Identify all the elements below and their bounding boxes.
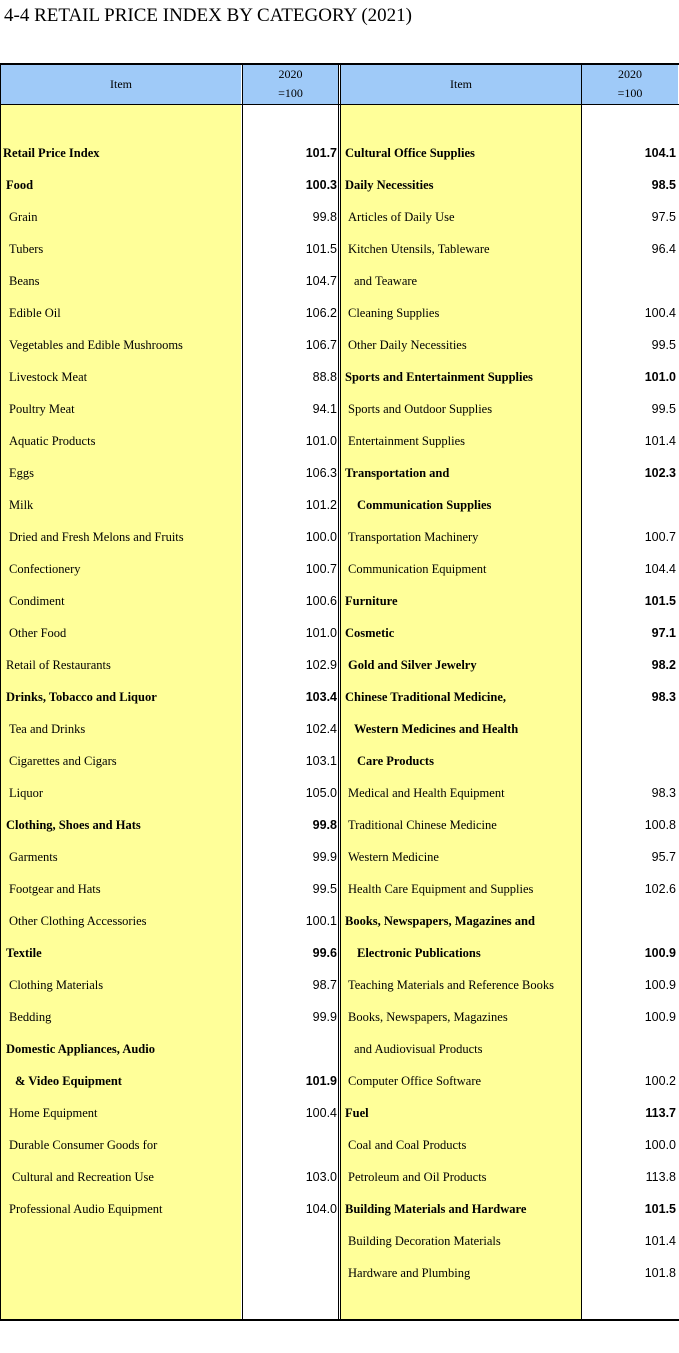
row-label: Communication Equipment [348, 562, 487, 576]
table-row [0, 1097, 679, 1129]
row-label: Coal and Coal Products [348, 1138, 467, 1152]
row-value: 100.9 [644, 978, 676, 992]
row-value: 106.7 [305, 338, 337, 352]
table-row [0, 265, 679, 297]
row-label: and Teaware [354, 274, 418, 288]
table-row [0, 873, 679, 905]
row-label: Bedding [9, 1010, 52, 1024]
row-value: 96.4 [651, 242, 676, 256]
row-label: Vegetables and Edible Mushrooms [9, 338, 183, 352]
row-value: 100.7 [644, 530, 676, 544]
row-label: Retail Price Index [3, 146, 100, 160]
table-row [0, 681, 679, 713]
header-base-right [582, 64, 678, 104]
row-label: Building Decoration Materials [348, 1234, 501, 1248]
row-value: 100.4 [305, 1106, 337, 1120]
row-label: Western Medicine [348, 850, 439, 864]
row-value: 100.8 [644, 818, 676, 832]
row-label: Retail of Restaurants [6, 658, 111, 672]
row-label: Tubers [9, 242, 44, 256]
row-label: Computer Office Software [348, 1074, 482, 1088]
table-row [0, 1033, 679, 1065]
row-label: Sports and Outdoor Supplies [348, 402, 493, 416]
table-row [0, 969, 679, 1001]
table-row [0, 137, 679, 169]
table-row [0, 1257, 679, 1289]
row-value: 102.3 [644, 466, 676, 480]
row-value: 106.3 [305, 466, 337, 480]
table-row [0, 201, 679, 233]
row-label: Traditional Chinese Medicine [348, 818, 497, 832]
row-value: 101.5 [305, 242, 337, 256]
row-label: Textile [6, 946, 42, 960]
table-row [0, 233, 679, 265]
table-row [0, 937, 679, 969]
row-value: 100.9 [644, 1010, 676, 1024]
row-label: Care Products [357, 754, 434, 768]
table-row [0, 1001, 679, 1033]
row-label: Clothing, Shoes and Hats [6, 818, 141, 832]
row-value: 99.8 [312, 210, 337, 224]
row-label: Grain [9, 210, 38, 224]
row-label: Kitchen Utensils, Tableware [348, 242, 490, 256]
row-value: 100.0 [305, 530, 337, 544]
table-row [0, 425, 679, 457]
row-label: Western Medicines and Health [354, 722, 519, 736]
table-row [0, 361, 679, 393]
row-label: Books, Newspapers, Magazines and [345, 914, 535, 928]
row-label: Confectionery [9, 562, 81, 576]
row-value: 101.4 [644, 434, 676, 448]
row-label: Articles of Daily Use [348, 210, 455, 224]
row-label: Daily Necessities [345, 178, 434, 192]
table-row [0, 713, 679, 745]
row-value: 103.1 [305, 754, 337, 768]
table-row [0, 1225, 679, 1257]
row-value: 98.3 [651, 690, 676, 704]
row-label: Durable Consumer Goods for [9, 1138, 158, 1152]
row-value: 100.1 [305, 914, 337, 928]
header-base-index: =100 [278, 86, 303, 100]
row-value: 98.2 [651, 658, 676, 672]
row-label: Livestock Meat [9, 370, 88, 384]
row-label: Gold and Silver Jewelry [348, 658, 477, 672]
row-value: 101.5 [644, 594, 676, 608]
row-label: Professional Audio Equipment [9, 1202, 163, 1216]
table-row [0, 649, 679, 681]
row-value: 102.6 [644, 882, 676, 896]
row-value: 101.2 [305, 498, 337, 512]
row-label: Dried and Fresh Melons and Fruits [9, 530, 184, 544]
table-row [0, 841, 679, 873]
row-value: 103.4 [305, 690, 337, 704]
header-base-year: 2020 [278, 67, 303, 81]
table-row [0, 457, 679, 489]
row-value: 102.9 [305, 658, 337, 672]
row-value: 94.1 [312, 402, 337, 416]
header-base-year: 2020 [618, 67, 642, 81]
row-value: 101.0 [305, 434, 337, 448]
row-value: 102.4 [305, 722, 337, 736]
row-label: Eggs [9, 466, 34, 480]
row-label: Cultural Office Supplies [345, 146, 475, 160]
row-value: 101.0 [305, 626, 337, 640]
row-label: Other Daily Necessities [348, 338, 467, 352]
row-value: 101.9 [305, 1074, 337, 1088]
table-row [0, 1161, 679, 1193]
table-row [0, 297, 679, 329]
page-title: 4-4 RETAIL PRICE INDEX BY CATEGORY (2021) [4, 5, 413, 26]
row-label: Hardware and Plumbing [348, 1266, 471, 1280]
row-label: Cultural and Recreation Use [12, 1170, 154, 1184]
row-value: 104.7 [305, 274, 337, 288]
row-label: and Audiovisual Products [354, 1042, 483, 1056]
row-value: 100.0 [644, 1138, 676, 1152]
row-value: 97.1 [651, 626, 676, 640]
row-value: 99.5 [312, 882, 337, 896]
row-value: 106.2 [305, 306, 337, 320]
row-label: Medical and Health Equipment [348, 786, 505, 800]
row-label: Sports and Entertainment Supplies [345, 370, 533, 384]
row-label: Petroleum and Oil Products [348, 1170, 487, 1184]
header-base-index: =100 [617, 86, 643, 100]
row-value: 100.2 [644, 1074, 676, 1088]
row-value: 104.1 [644, 146, 676, 160]
table-row [0, 809, 679, 841]
header-item-right: Item [341, 64, 581, 104]
row-label: Clothing Materials [9, 978, 104, 992]
row-value: 101.4 [644, 1234, 676, 1248]
row-label: Milk [9, 498, 34, 512]
row-value: 101.5 [644, 1202, 676, 1216]
header-item-left: Item [1, 64, 241, 104]
row-value: 99.9 [312, 850, 337, 864]
row-label: Drinks, Tobacco and Liquor [6, 690, 157, 704]
row-value: 113.7 [645, 1106, 676, 1120]
row-value: 98.3 [651, 786, 676, 800]
row-label: Liquor [9, 786, 44, 800]
row-label: Cosmetic [345, 626, 395, 640]
table-row [0, 1129, 679, 1161]
row-label: Electronic Publications [357, 946, 481, 960]
row-label: Transportation and [345, 466, 450, 480]
row-label: Domestic Appliances, Audio [6, 1042, 155, 1056]
table-row [0, 169, 679, 201]
row-value: 101.8 [644, 1266, 676, 1280]
row-label: Aquatic Products [9, 434, 96, 448]
table-row [0, 617, 679, 649]
row-value: 98.7 [312, 978, 337, 992]
row-value: 97.5 [651, 210, 676, 224]
row-value: 104.0 [305, 1202, 337, 1216]
row-label: Tea and Drinks [9, 722, 86, 736]
table-row [0, 521, 679, 553]
row-value: 100.7 [305, 562, 337, 576]
row-value: 104.4 [644, 562, 676, 576]
row-label: Communication Supplies [357, 498, 492, 512]
table-row [0, 905, 679, 937]
table-row [0, 1065, 679, 1097]
row-value: 103.0 [305, 1170, 337, 1184]
row-label: Chinese Traditional Medicine, [345, 690, 506, 704]
row-label: Building Materials and Hardware [345, 1202, 527, 1216]
row-label: Beans [9, 274, 40, 288]
row-value: 95.7 [651, 850, 676, 864]
table-row [0, 393, 679, 425]
row-value: 101.0 [644, 370, 676, 384]
table-row [0, 585, 679, 617]
row-label: Condiment [9, 594, 65, 608]
row-value: 113.8 [645, 1170, 676, 1184]
row-label: Books, Newspapers, Magazines [348, 1010, 508, 1024]
row-label: Poultry Meat [9, 402, 75, 416]
row-label: Health Care Equipment and Supplies [348, 882, 534, 896]
row-value: 99.5 [651, 338, 676, 352]
row-label: Furniture [345, 594, 398, 608]
row-value: 100.6 [305, 594, 337, 608]
row-label: Home Equipment [9, 1106, 98, 1120]
row-label: & Video Equipment [15, 1074, 122, 1088]
table-row [0, 777, 679, 809]
table-row [0, 553, 679, 585]
row-value: 88.8 [312, 370, 337, 384]
row-label: Garments [9, 850, 58, 864]
table-row [0, 329, 679, 361]
row-label: Other Clothing Accessories [9, 914, 147, 928]
row-label: Transportation Machinery [348, 530, 479, 544]
row-label: Entertainment Supplies [348, 434, 465, 448]
row-value: 98.5 [651, 178, 676, 192]
row-value: 100.3 [305, 178, 337, 192]
row-label: Cigarettes and Cigars [9, 754, 117, 768]
table-row [0, 489, 679, 521]
table-row [0, 745, 679, 777]
row-value: 100.4 [644, 306, 676, 320]
row-value: 101.7 [305, 146, 337, 160]
row-label: Edible Oil [9, 306, 61, 320]
header-base-left [243, 64, 338, 104]
row-value: 99.8 [312, 818, 337, 832]
row-label: Footgear and Hats [9, 882, 101, 896]
table-row [0, 1193, 679, 1225]
row-value: 105.0 [305, 786, 337, 800]
row-value: 99.5 [651, 402, 676, 416]
row-value: 100.9 [644, 946, 676, 960]
row-label: Fuel [345, 1106, 369, 1120]
row-label: Teaching Materials and Reference Books [348, 978, 554, 992]
row-label: Cleaning Supplies [348, 306, 440, 320]
row-value: 99.9 [312, 1010, 337, 1024]
row-value: 99.6 [312, 946, 337, 960]
row-label: Food [6, 178, 34, 192]
row-label: Other Food [9, 626, 67, 640]
